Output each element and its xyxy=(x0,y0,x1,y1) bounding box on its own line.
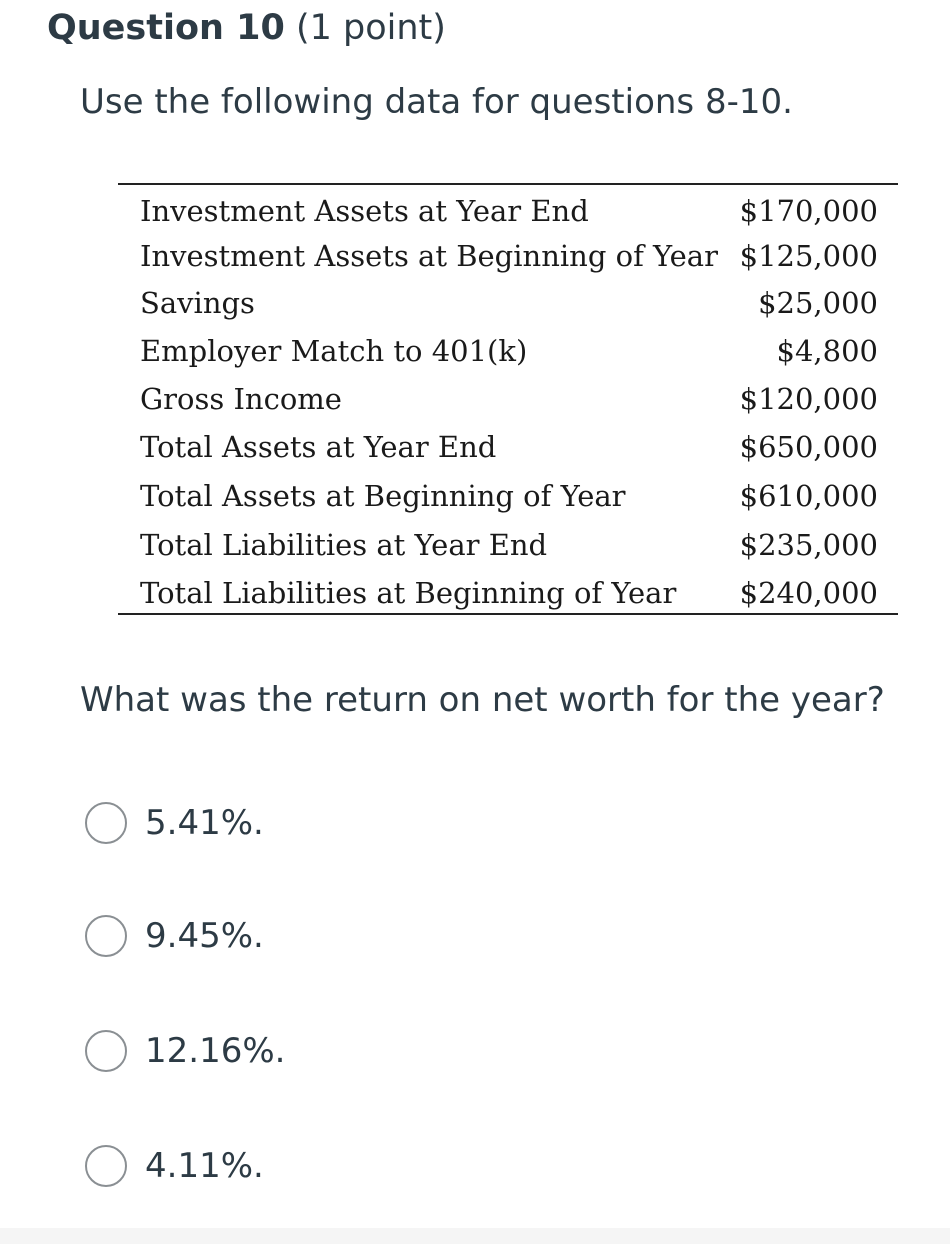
row-label: Total Liabilities at Beginning of Year xyxy=(140,576,677,610)
row-value: $25,000 xyxy=(758,286,878,320)
financial-data-table xyxy=(118,183,898,615)
table-row xyxy=(140,423,878,471)
question-header xyxy=(47,4,446,52)
answer-choice-label: 12.16%. xyxy=(145,1031,286,1071)
row-value: $610,000 xyxy=(739,479,878,513)
table-row xyxy=(140,521,878,569)
row-label: Investment Assets at Beginning of Year xyxy=(140,239,718,273)
radio-button[interactable] xyxy=(85,1030,127,1072)
row-label: Total Assets at Year End xyxy=(140,430,497,464)
table-row xyxy=(140,187,878,235)
table-row xyxy=(140,327,878,375)
row-value: $4,800 xyxy=(776,334,878,368)
row-value: $125,000 xyxy=(739,239,878,273)
row-label: Total Liabilities at Year End xyxy=(140,528,548,562)
row-label: Gross Income xyxy=(140,382,342,416)
row-label: Savings xyxy=(140,286,255,320)
radio-button[interactable] xyxy=(85,1145,127,1187)
row-value: $170,000 xyxy=(739,194,878,228)
question-points: (1 point) xyxy=(295,8,446,48)
answer-choice-4[interactable] xyxy=(85,1141,264,1191)
row-value: $235,000 xyxy=(739,528,878,562)
row-label: Employer Match to 401(k) xyxy=(140,334,528,368)
answer-choice-2[interactable] xyxy=(85,911,264,961)
radio-button[interactable] xyxy=(85,802,127,844)
question-prompt: What was the return on net worth for the year? xyxy=(80,680,885,720)
row-value: $120,000 xyxy=(739,382,878,416)
table-row xyxy=(140,232,878,280)
row-value: $240,000 xyxy=(739,576,878,610)
table-row xyxy=(140,279,878,327)
answer-choice-label: 5.41%. xyxy=(145,803,264,843)
table-row xyxy=(140,569,878,617)
answer-choice-label: 9.45%. xyxy=(145,916,264,956)
answer-choice-label: 4.11%. xyxy=(145,1146,264,1186)
table-row xyxy=(140,375,878,423)
question-intro: Use the following data for questions 8-10. xyxy=(80,82,793,122)
table-row xyxy=(140,472,878,520)
row-value: $650,000 xyxy=(739,430,878,464)
row-label: Investment Assets at Year End xyxy=(140,194,589,228)
question-title: Question 10 xyxy=(47,8,285,48)
answer-choice-3[interactable] xyxy=(85,1026,285,1076)
page-footer-divider xyxy=(0,1228,950,1244)
row-label: Total Assets at Beginning of Year xyxy=(140,479,626,513)
radio-button[interactable] xyxy=(85,915,127,957)
answer-choice-1[interactable] xyxy=(85,798,264,848)
